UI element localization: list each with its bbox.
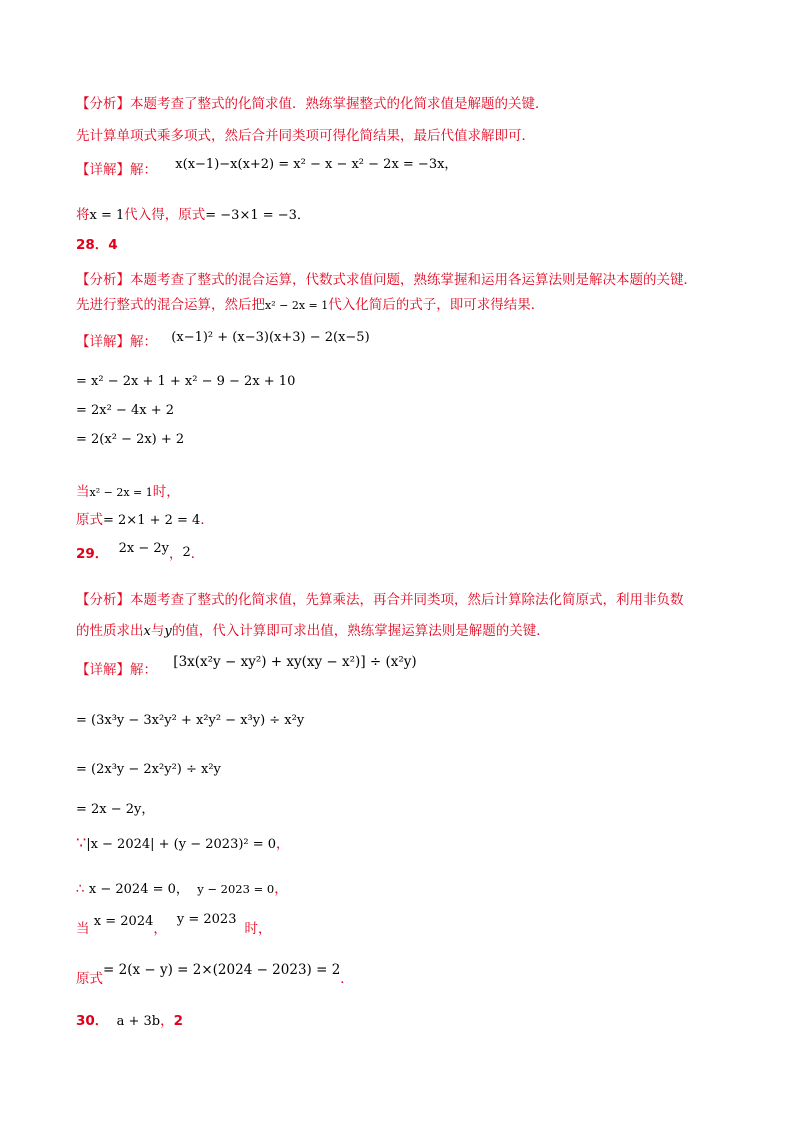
analysis-tag: 【分析】 (76, 96, 130, 112)
q29-therefore-line (76, 880, 288, 899)
q29-answer-line (76, 541, 205, 564)
q29-answer-value: 2 (182, 545, 191, 560)
detail-tag: 【详解】 (76, 162, 130, 178)
q29-analysis-line-1 (76, 591, 684, 609)
q29-step2: = (2x³y − 2x²y²) ÷ x²y (76, 762, 221, 777)
analysis-tag: 【分析】 (76, 272, 130, 288)
sub-expr-result: = −3×1 = −3． (205, 208, 310, 223)
q28-detail-line (76, 330, 370, 352)
var-y: y (164, 624, 172, 639)
result-suffix: ． (340, 971, 354, 987)
result-expr: = 2×1 + 2 = 4 (103, 513, 201, 528)
answer-sep: ， (168, 546, 183, 562)
therefore-symbol: ∴ (76, 881, 85, 897)
therefore-end: ， (274, 881, 288, 897)
analysis-text: 本题考查了整式的混合运算，代数式求值问题，熟练掌握和运用各运算法则是解决本题的关键． (130, 272, 697, 288)
when-sep: ， (153, 921, 167, 937)
detail-tag: 【详解】 (76, 334, 130, 350)
q27-step1-expr: x(x−1)−x(x+2) = x² − x − x² − 2x = −3x， (175, 157, 458, 172)
q27-substitute-line (76, 206, 310, 225)
q28-expr: (x−1)² + (x−3)(x+3) − 2(x−5) (171, 330, 370, 345)
when-prefix: 当 (76, 921, 90, 937)
q30-number: 30． (76, 1013, 109, 1029)
q29-analysis-line-2 (76, 622, 550, 641)
q30-answer-value: 2 (173, 1013, 184, 1029)
because-end: ， (276, 836, 290, 852)
q30-answer-line (76, 1012, 183, 1031)
because-symbol: ∵ (76, 833, 87, 852)
q28-analysis-line-1 (76, 271, 697, 289)
q28-step2: = 2x² − 4x + 2 (76, 403, 175, 418)
q29-detail-line (76, 654, 417, 679)
q30-answer-expr: a + 3b (116, 1014, 161, 1029)
when-expr: x² − 2x = 1 (89, 486, 153, 499)
jie-label: 解： (130, 662, 157, 678)
result-prefix: 原式 (76, 512, 103, 528)
detail-tag: 【详解】 (76, 662, 130, 678)
q28-result-line (76, 511, 214, 530)
when-prefix: 当 (76, 484, 90, 500)
analysis-expr: x² − 2x = 1 (265, 299, 329, 312)
analysis-text: 本题考查了整式的化简求值，先算乘法，再合并同类项，然后计算除法化简原式，利用非负数 (130, 592, 684, 608)
because-expr: |x − 2024| + (y − 2023)² = 0 (86, 837, 277, 852)
analysis-text: 本题考查了整式的化简求值．熟练掌握整式的化简求值是解题的关键． (130, 96, 549, 112)
when-y-expr: y = 2023 (176, 912, 237, 927)
jie-label: 解： (130, 334, 157, 350)
result-expr: = 2(x − y) = 2×(2024 − 2023) = 2 (103, 962, 341, 978)
q28-analysis-line-2 (76, 296, 544, 315)
var-x: x (143, 624, 151, 639)
result-prefix: 原式 (76, 971, 103, 987)
sub-mid: 代入得，原式 (124, 207, 206, 223)
analysis-tag: 【分析】 (76, 592, 130, 608)
q29-step1: = (3x³y − 3x²y² + x²y² − x³y) ÷ x²y (76, 713, 305, 728)
q29-when-line (76, 912, 272, 939)
q27-detail-line (76, 157, 458, 180)
q29-answer-expr: 2x − 2y (118, 541, 169, 556)
q29-step3: = 2x − 2y， (76, 802, 155, 817)
therefore-expr-2: y − 2023 = 0 (197, 882, 275, 896)
q29-because-line (76, 834, 290, 854)
analysis-text-a: 先进行整式的混合运算，然后把 (76, 297, 265, 313)
answer-sep: ， (160, 1013, 174, 1029)
q28-when-line (76, 483, 180, 502)
when-suffix: 时， (152, 484, 180, 500)
when-x-expr: x = 2024 (93, 914, 154, 929)
q27-analysis-line-2: 先计算单项式乘多项式，然后合并同类项可得化简结果，最后代值求解即可． (76, 128, 535, 144)
jie-label: 解： (130, 162, 157, 178)
q29-result-line (76, 962, 354, 988)
q29-expr: [3x(x²y − xy²) + xy(xy − x²)] ÷ (x²y) (173, 654, 417, 670)
analysis-text-a: 的性质求出 (76, 623, 144, 639)
when-suffix: 时， (244, 921, 272, 937)
therefore-expr-1: x − 2024 = 0， (88, 882, 189, 897)
q27-analysis-line-1 (76, 95, 549, 113)
q28-number: 28．4 (76, 237, 118, 253)
sub-expr-x: x = 1 (89, 208, 125, 223)
analysis-text-b: 的值，代入计算即可求出值，熟练掌握运算法则是解题的关键． (171, 623, 550, 639)
q29-number: 29． (76, 546, 109, 562)
result-suffix: ． (200, 512, 214, 528)
analysis-mid: 与 (150, 623, 165, 639)
q28-step1: = x² − 2x + 1 + x² − 9 − 2x + 10 (76, 374, 296, 389)
sub-prefix: 将 (76, 207, 90, 223)
analysis-text-b: 代入化简后的式子，即可求得结果． (328, 297, 545, 313)
answer-end: ． (190, 546, 205, 562)
q28-step3: = 2(x² − 2x) + 2 (76, 432, 185, 447)
